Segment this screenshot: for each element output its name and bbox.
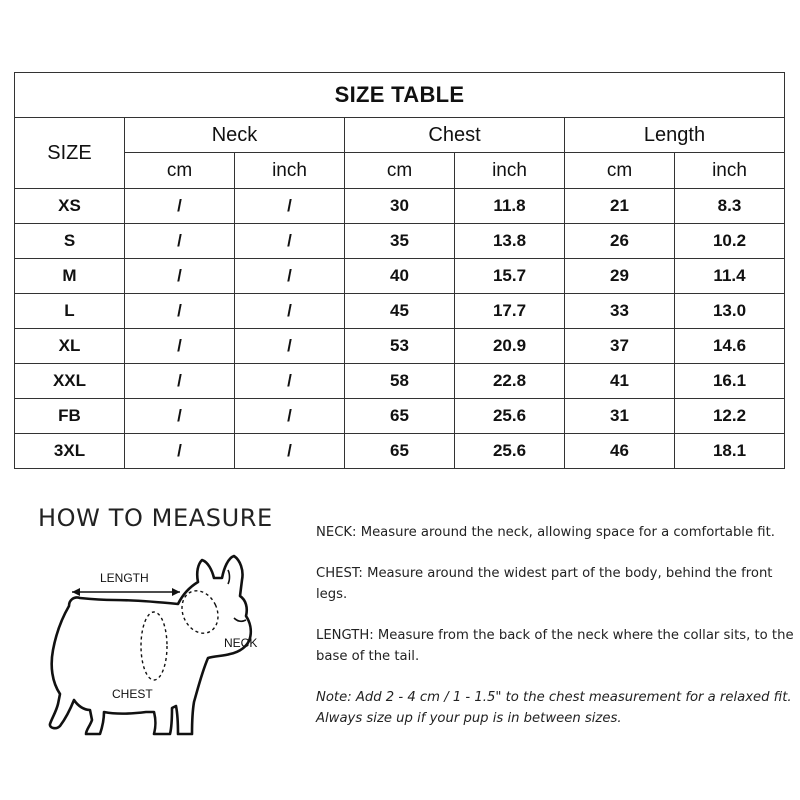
chest-cm-header: cm [345,153,455,189]
chest-label: CHEST [112,687,153,701]
measure-instructions [316,522,794,749]
length-cm-cell: 46 [565,434,675,469]
chest-inch-cell: 22.8 [455,364,565,399]
neck-cm-cell: / [125,364,235,399]
neck-cm-cell: / [125,259,235,294]
chest-inch-cell: 25.6 [455,399,565,434]
length-cm-cell: 37 [565,329,675,364]
size-cell: L [15,294,125,329]
chest-group-header: Chest [345,118,565,153]
chest-inch-cell: 25.6 [455,434,565,469]
chest-cm-cell: 30 [345,189,455,224]
length-cm-cell: 29 [565,259,675,294]
neck-inch-cell: / [235,399,345,434]
neck-cm-cell: / [125,434,235,469]
table-row [15,294,785,329]
table-row [15,399,785,434]
neck-label: NECK [224,636,258,650]
length-inch-header: inch [675,153,785,189]
table-row [15,329,785,364]
ear-detail [228,570,230,584]
chest-cm-cell: 53 [345,329,455,364]
how-to-measure-title: HOW TO MEASURE [38,504,273,532]
length-label: LENGTH [100,571,149,585]
size-cell: S [15,224,125,259]
neck-cm-cell: / [125,399,235,434]
neck-inch-cell: / [235,434,345,469]
title-row [15,73,785,118]
chest-cm-cell: 65 [345,434,455,469]
neck-instruction: NECK: Measure around the neck, allowing space for a comfortable fit. [316,525,775,540]
dog-body-outline [50,556,251,734]
chest-inch-cell: 20.9 [455,329,565,364]
size-table-head [15,73,785,189]
length-inch-cell: 18.1 [675,434,785,469]
dog-outline-illustration [38,548,278,738]
face-detail [234,618,246,621]
size-cell: XL [15,329,125,364]
length-arrow-right-head [172,588,180,596]
chest-inch-cell: 11.8 [455,189,565,224]
dog-measure-diagram [38,548,278,738]
group-header-row [15,118,785,153]
unit-header-row [15,153,785,189]
length-inch-cell: 14.6 [675,329,785,364]
length-cm-header: cm [565,153,675,189]
chest-cm-cell: 65 [345,399,455,434]
chest-cm-cell: 45 [345,294,455,329]
chest-inch-cell: 13.8 [455,224,565,259]
neck-cm-header: cm [125,153,235,189]
neck-inch-cell: / [235,259,345,294]
size-cell: M [15,259,125,294]
table-row [15,259,785,294]
neck-cm-cell: / [125,189,235,224]
neck-group-header: Neck [125,118,345,153]
length-inch-cell: 11.4 [675,259,785,294]
neck-inch-header: inch [235,153,345,189]
size-cell: 3XL [15,434,125,469]
chest-inch-cell: 15.7 [455,259,565,294]
length-arrow-left-head [72,588,80,596]
length-inch-cell: 10.2 [675,224,785,259]
size-table [14,72,785,469]
length-instruction: LENGTH: Measure from the back of the neck where the collar sits, to the base of the tail. [316,628,794,664]
chest-cm-cell: 58 [345,364,455,399]
length-cm-cell: 41 [565,364,675,399]
fit-note: Note: Add 2 - 4 cm / 1 - 1.5" to the chest measurement for a relaxed fit. Always size up if your pup is in between sizes. [316,690,792,726]
length-cm-cell: 26 [565,224,675,259]
length-inch-cell: 13.0 [675,294,785,329]
size-cell: FB [15,399,125,434]
size-column-header: SIZE [15,118,125,189]
chest-cm-cell: 35 [345,224,455,259]
neck-cm-cell: / [125,329,235,364]
neck-inch-cell: / [235,294,345,329]
length-inch-cell: 12.2 [675,399,785,434]
chest-inch-header: inch [455,153,565,189]
length-inch-cell: 16.1 [675,364,785,399]
neck-cm-cell: / [125,294,235,329]
table-row [15,189,785,224]
size-table-body [15,189,785,469]
length-cm-cell: 33 [565,294,675,329]
length-cm-cell: 21 [565,189,675,224]
chest-inch-cell: 17.7 [455,294,565,329]
size-cell: XS [15,189,125,224]
neck-inch-cell: / [235,364,345,399]
neck-inch-cell: / [235,329,345,364]
size-cell: XXL [15,364,125,399]
length-inch-cell: 8.3 [675,189,785,224]
neck-inch-cell: / [235,189,345,224]
table-row [15,224,785,259]
chest-measure-ring [141,612,167,680]
length-group-header: Length [565,118,785,153]
length-cm-cell: 31 [565,399,675,434]
table-title: SIZE TABLE [15,73,785,118]
neck-measure-ring [175,585,224,639]
chest-cm-cell: 40 [345,259,455,294]
table-row [15,434,785,469]
table-row [15,364,785,399]
neck-inch-cell: / [235,224,345,259]
chest-instruction: CHEST: Measure around the widest part of the body, behind the front legs. [316,566,773,602]
neck-cm-cell: / [125,224,235,259]
